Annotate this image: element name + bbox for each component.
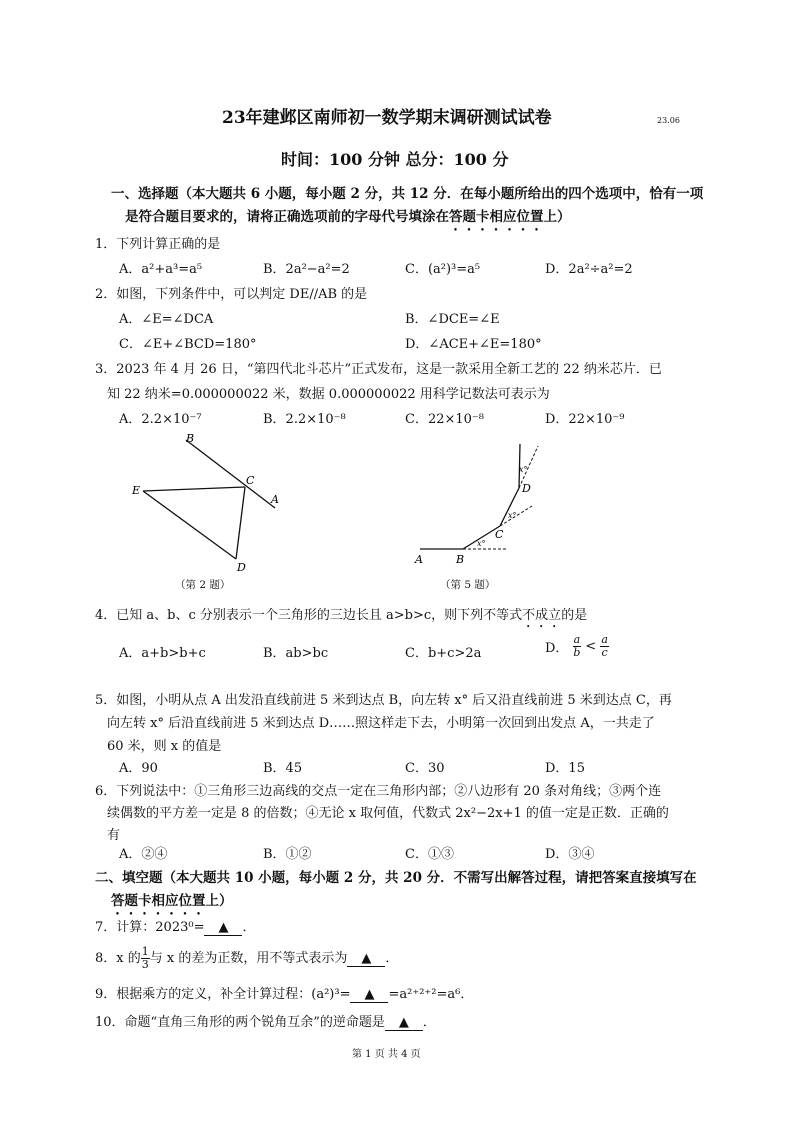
question-6-option-a: A．②④	[119, 847, 168, 862]
question-6-line3: 有	[107, 828, 121, 843]
question-6-option-d: D．③④	[545, 847, 595, 862]
question-8	[95, 946, 398, 971]
question-3-option-c: C．22×10⁻⁸	[405, 412, 484, 427]
question-6-line2: 续偶数的平方差一定是 8 的倍数；④无论 x 取何值，代数式 2x²−2x+1 的值一定是正数．正确的	[107, 806, 669, 821]
question-10	[95, 1011, 436, 1031]
question-9	[95, 983, 473, 1003]
question-5-line2: 向左转 x° 后沿直线前进 5 米到达点 D……照这样走下去，小明第一次回到出发点 A，一共走了	[107, 716, 655, 731]
section-1-heading-line2	[125, 205, 571, 234]
option-d-prefix: D．	[545, 641, 569, 656]
line-bca	[186, 440, 275, 508]
question-6-option-b: B．①②	[263, 847, 312, 862]
question-4-emphasis: 不成立	[522, 608, 562, 623]
fraction-numerator: 1	[141, 945, 149, 958]
question-1-option-b: B．2a²−a²=2	[263, 262, 350, 277]
exam-subtitle: 时间：100 分钟 总分：100 分	[281, 150, 509, 169]
answer-blank: ▲	[385, 1015, 423, 1031]
fraction-numerator: a	[573, 633, 581, 646]
question-7-text: 7．计算：2023⁰=	[95, 920, 205, 935]
section-1-heading-line1: 一、选择题（本大题共 6 小题，每小题 2 分，共 12 分．在每小题所给出的四个选项中，恰有一项	[111, 186, 704, 202]
section-1-emphasis: 答题卡相应位置	[449, 209, 544, 225]
question-2-option-a: A．∠E=∠DCA	[119, 312, 214, 327]
fraction-one-third	[141, 946, 150, 971]
section-2-emphasis: 答题卡相应位置	[111, 893, 206, 909]
answer-blank: ▲	[204, 920, 242, 936]
question-8-text-2: 与 x 的差为正数，用不等式表示为	[149, 951, 348, 966]
question-3-option-d: D．22×10⁻⁹	[545, 412, 625, 427]
figure-2	[120, 428, 290, 578]
fig2-label-b: B	[186, 432, 195, 445]
question-7-end: ．	[242, 920, 256, 935]
section-2-heading-line1: 二、填空题（本大题共 10 小题，每小题 2 分，共 20 分．不需写出解答过程，请把答案直接填写在	[95, 870, 697, 886]
fig5-angle-c: x°	[508, 511, 517, 520]
question-1-option-d: D．2a²÷a²=2	[545, 262, 633, 277]
section-2-heading-line2	[111, 889, 233, 918]
question-2-option-b: B．∠DCE=∠E	[405, 312, 500, 327]
segment-ed	[143, 491, 236, 559]
fig2-label-d: D	[237, 561, 246, 574]
question-10-text: 10．命题“直角三角形的两个锐角互余”的逆命题是	[95, 1015, 385, 1030]
segment-cd	[236, 487, 245, 559]
question-4-option-d	[545, 634, 609, 659]
fig2-label-a: A	[271, 493, 279, 506]
fig5-angle-d: x°	[519, 465, 528, 474]
question-5-option-d: D．15	[545, 761, 585, 776]
fraction-numerator: a	[601, 633, 608, 646]
question-5-line1: 5．如图，小明从点 A 出发沿直线前进 5 米到达点 B，向左转 x° 后又沿直线前进 5 米到达点 C，再	[95, 693, 672, 708]
question-8-end: ．	[385, 951, 399, 966]
question-3-option-b: B．2.2×10⁻⁸	[263, 412, 346, 427]
fraction-a-over-b	[573, 634, 582, 659]
figure-5	[408, 432, 558, 572]
section-2-text-end: 上）	[205, 893, 233, 909]
question-4-option-c: C．b+c>2a	[405, 646, 482, 661]
question-4-stem-end: 的是	[561, 608, 588, 623]
question-4-stem	[95, 604, 587, 631]
fig5-angle-b: x°	[477, 539, 486, 548]
question-5-option-a: A．90	[119, 761, 158, 776]
question-6-line1: 6．下列说法中：①三角形三边高线的交点一定在三角形内部；②八边形有 20 条对角线；③两个连	[95, 784, 662, 799]
fraction-a-over-c	[600, 634, 609, 659]
fraction-denominator: 3	[141, 958, 149, 971]
question-10-end: ．	[422, 1015, 436, 1030]
segment-ec	[143, 487, 245, 491]
fig2-label-c: C	[246, 474, 255, 487]
question-2-option-d: D．∠ACE+∠E=180°	[405, 337, 542, 352]
question-4-option-a: A．a+b>b+c	[119, 646, 206, 661]
question-2-option-c: C．∠E+∠BCD=180°	[119, 337, 257, 352]
question-1-option-c: C．(a²)³=a⁵	[405, 262, 481, 277]
fig2-label-e: E	[132, 484, 141, 497]
question-3-line1: 3．2023 年 4 月 26 日，“第四代北斗芯片”正式发布，这是一款采用全新工艺的 22 纳米芯片．已	[95, 362, 662, 377]
fig5-label-c: C	[495, 528, 504, 541]
question-9-text-2: =a²⁺²⁺²=a⁶．	[388, 987, 474, 1002]
less-than-sign: <	[585, 639, 597, 654]
question-6-option-c: C．①③	[405, 847, 454, 862]
fig5-label-b: B	[456, 553, 465, 566]
page-footer: 第 1 页 共 4 页	[352, 1049, 421, 1060]
section-1-text: 是符合题目要求的，请将正确选项前的字母代号填涂在	[125, 209, 449, 225]
page-title: 23年建邺区南师初一数学期末调研测试试卷	[222, 108, 552, 128]
question-3-option-a: A．2.2×10⁻⁷	[119, 412, 202, 427]
question-1-stem: 1．下列计算正确的是	[95, 237, 221, 252]
question-3-line2: 知 22 纳米=0.000000022 米，数据 0.000000022 用科学记数法可表示为	[107, 387, 550, 402]
question-7	[95, 916, 255, 936]
figure-5-caption: （第 5 题）	[440, 579, 496, 591]
section-1-text-end: 上）	[543, 209, 571, 225]
question-5-option-b: B．45	[263, 761, 303, 776]
question-4-option-b: B．ab>bc	[263, 646, 329, 661]
question-2-stem: 2．如图，下列条件中，可以判定 DE//AB 的是	[95, 287, 368, 302]
answer-blank: ▲	[347, 951, 385, 967]
question-8-text: 8．x 的	[95, 951, 141, 966]
question-5-line3: 60 米，则 x 的值是	[107, 739, 222, 754]
fig5-label-a: A	[415, 553, 423, 566]
fraction-denominator: c	[601, 646, 608, 659]
question-4-stem-text: 4．已知 a、b、c 分别表示一个三角形的三边长且 a>b>c，则下列不等式	[95, 608, 523, 623]
question-9-text: 9．根据乘方的定义，补全计算过程：(a²)³=	[95, 987, 351, 1002]
fraction-denominator: b	[573, 646, 581, 659]
answer-blank: ▲	[350, 987, 388, 1003]
question-5-option-c: C．30	[405, 761, 445, 776]
question-1-option-a: A．a²+a³=a⁵	[119, 262, 203, 277]
fig5-label-d: D	[522, 482, 531, 495]
figure-2-caption: （第 2 题）	[175, 579, 231, 591]
exam-date: 23.06	[657, 116, 680, 125]
